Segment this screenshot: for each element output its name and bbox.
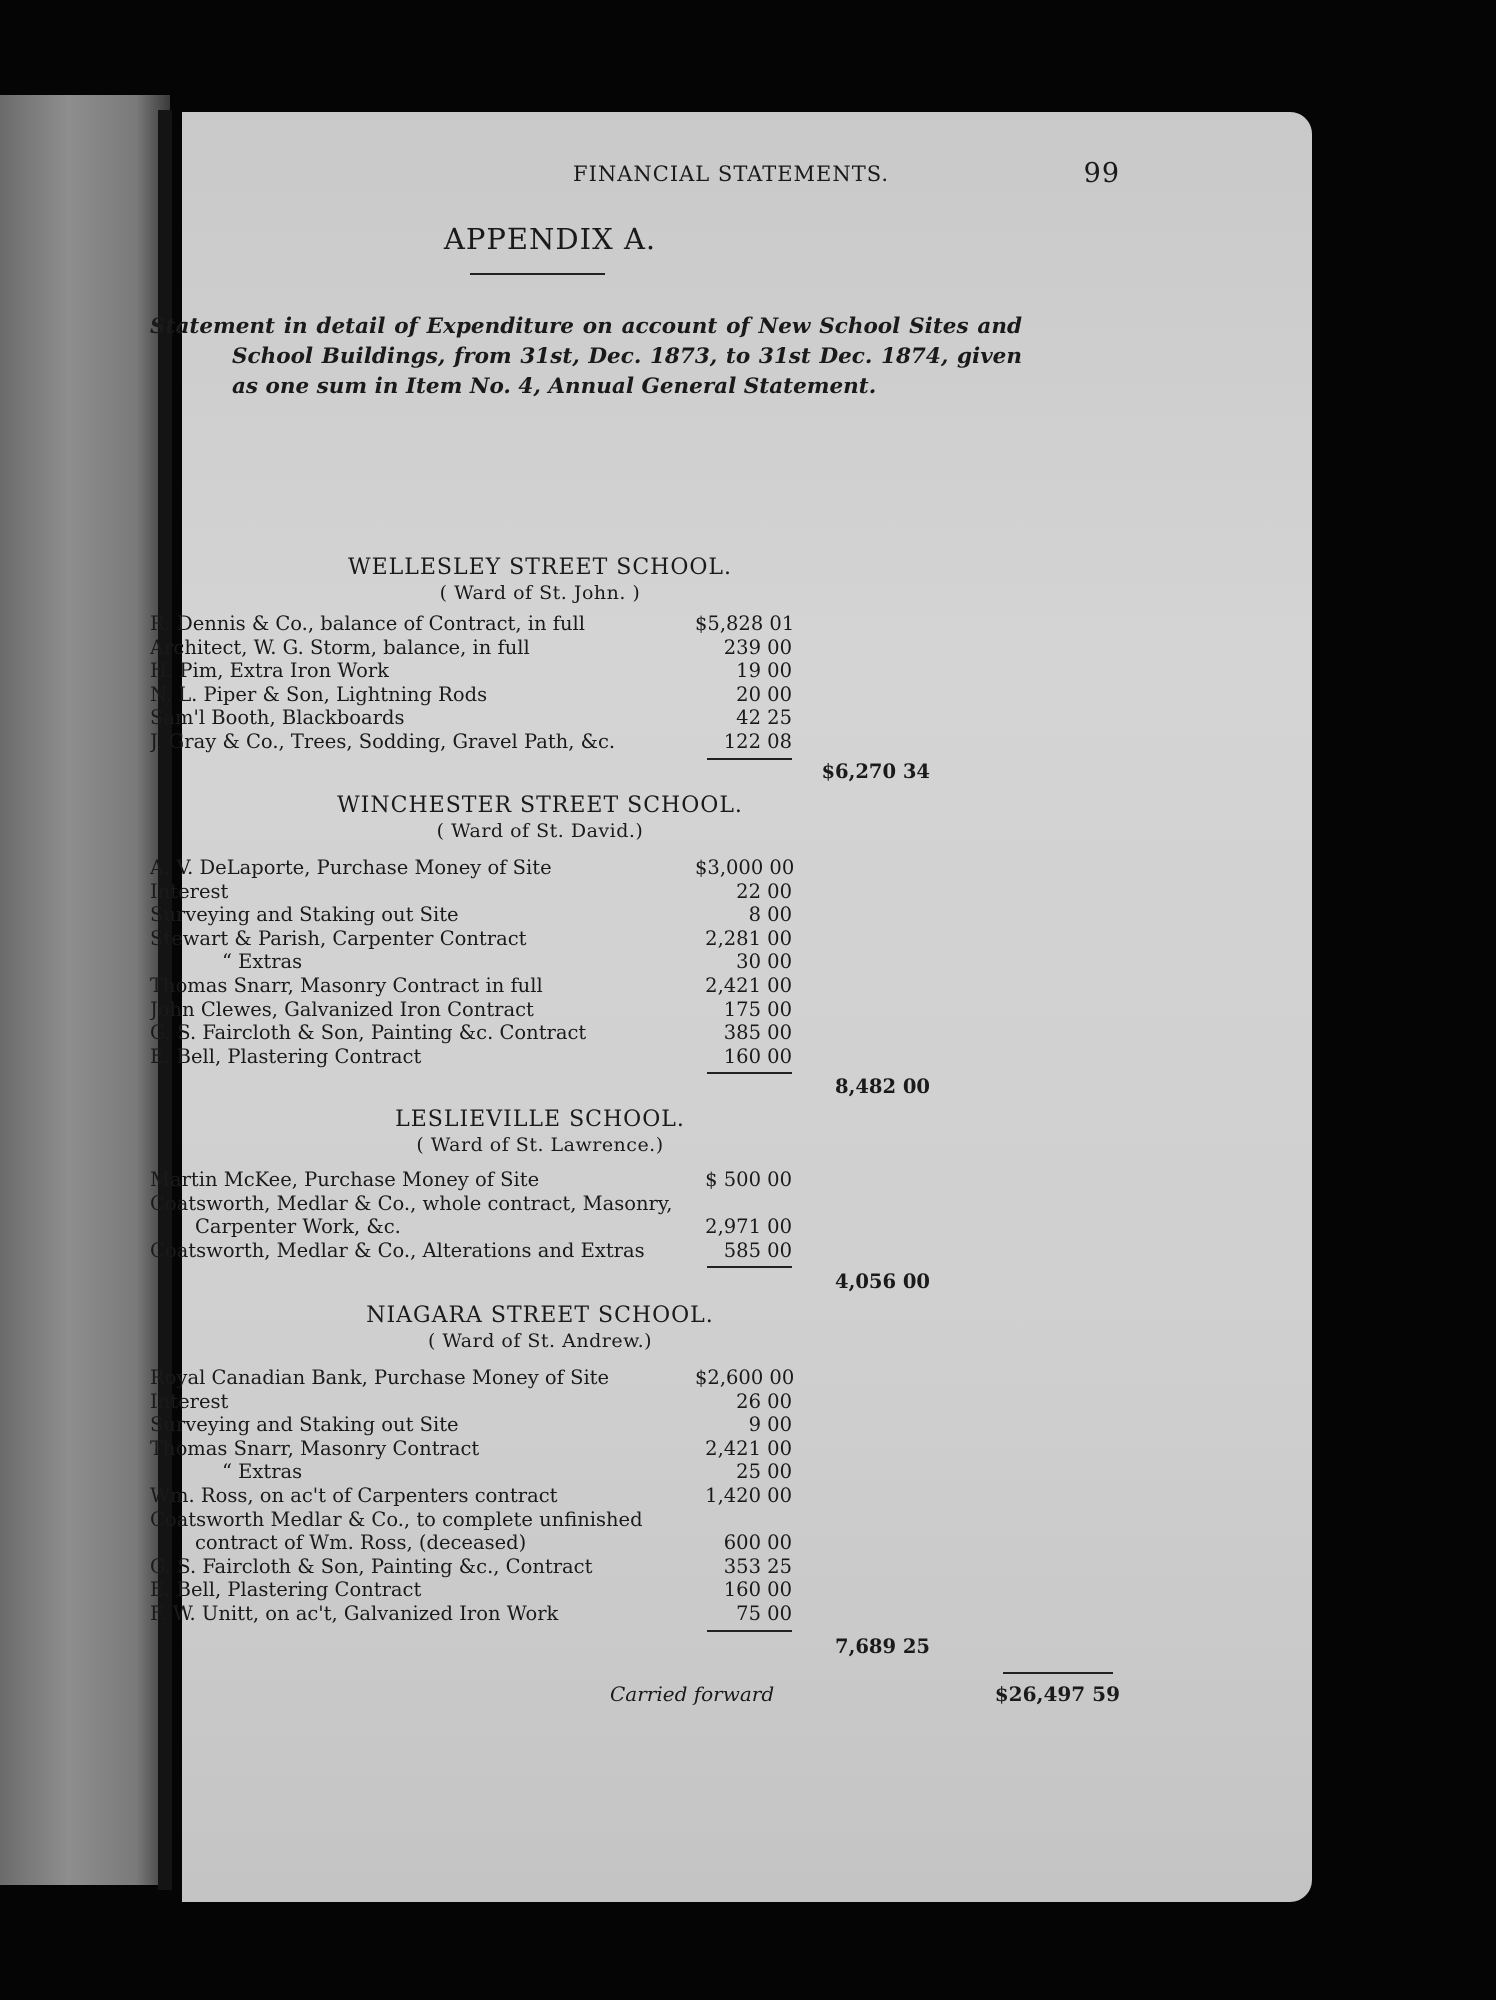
line-item: J. Gray & Co., Trees, Sodding, Gravel Path, &c. 122 08	[150, 729, 792, 753]
section-winchester	[150, 793, 930, 1082]
section-title: WELLESLEY STREET SCHOOL.	[347, 555, 733, 580]
appendix-title: APPENDIX A.	[443, 222, 657, 256]
section-ward: ( Ward of St. John. )	[439, 582, 641, 604]
line-item: R. Dennis & Co., balance of Contract, in full $5,828 01	[150, 612, 795, 635]
grand-total-rule	[1003, 1672, 1113, 1674]
line-item: Thomas Snarr, Masonry Contract 2,421 00	[150, 1436, 792, 1460]
running-head-title: FINANCIAL STATEMENTS.	[573, 162, 890, 186]
section-total: 4,056 00	[835, 1270, 930, 1293]
line-item: Interest 22 00	[150, 879, 792, 903]
section-total: 8,482 00	[835, 1075, 930, 1098]
section-ward: ( Ward of St. Lawrence.)	[416, 1134, 664, 1156]
section-ward: ( Ward of St. David.)	[436, 820, 644, 842]
page-number: 99	[1083, 158, 1120, 189]
line-item: Coatsworth, Medlar & Co., whole contract, Masonry,	[150, 1191, 673, 1215]
section-leslieville	[150, 1107, 930, 1276]
section-title: NIAGARA STREET SCHOOL.	[366, 1303, 714, 1328]
section-total: 7,689 25	[835, 1635, 930, 1658]
section-title: LESLIEVILLE SCHOOL.	[395, 1107, 685, 1132]
line-item: Wm. Ross, on ac't of Carpenters contract 1,420 00	[150, 1483, 792, 1507]
line-item: “ Extras 25 00	[222, 1460, 792, 1484]
section-wellesley	[150, 555, 930, 768]
section-ward: ( Ward of St. Andrew.)	[427, 1330, 653, 1352]
line-item: John Clewes, Galvanized Iron Contract 175 00	[150, 997, 792, 1021]
line-item: E. Bell, Plastering Contract 160 00	[150, 1044, 792, 1068]
line-item: “ Extras 30 00	[222, 950, 792, 974]
line-item: N. L. Piper & Son, Lightning Rods 20 00	[150, 682, 792, 706]
line-item: Martin McKee, Purchase Money of Site $ 500 00	[150, 1168, 792, 1191]
carried-forward	[610, 1682, 1120, 1706]
section-niagara	[150, 1303, 930, 1640]
line-item: Coatsworth Medlar & Co., to complete unfinished	[150, 1507, 643, 1531]
line-item: Surveying and Staking out Site 8 00	[150, 903, 792, 927]
line-item: Thomas Snarr, Masonry Contract in full 2,421 00	[150, 973, 792, 997]
line-item: Stewart & Parish, Carpenter Contract 2,281 00	[150, 926, 792, 950]
line-item: A. V. DeLaporte, Purchase Money of Site $3,000 00	[150, 856, 795, 879]
line-item: G. S. Faircloth & Son, Painting &c., Contract 353 25	[150, 1554, 792, 1578]
line-item: Carpenter Work, &c. 2,971 00	[195, 1215, 792, 1239]
line-item: F. W. Unitt, on ac't, Galvanized Iron Work 75 00	[150, 1601, 792, 1625]
facing-page-edge	[0, 95, 170, 1885]
line-item: Coatsworth, Medlar & Co., Alterations and Extras 585 00	[150, 1238, 792, 1262]
carried-forward-label: Carried forward	[610, 1682, 775, 1706]
line-item: Sam'l Booth, Blackboards 42 25	[150, 706, 792, 730]
section-title: WINCHESTER STREET SCHOOL.	[337, 793, 743, 818]
title-rule	[470, 273, 605, 275]
line-item: Interest 26 00	[150, 1389, 792, 1413]
line-item: E. Bell, Plastering Contract 160 00	[150, 1578, 792, 1602]
section-total: $6,270 34	[821, 760, 930, 783]
carried-forward-amount: $26,497 59	[994, 1682, 1120, 1706]
intro-statement: Statement in detail of Expenditure on account of New School Sites and School Buildings, from 31st, Dec. 1873, to 31st Dec. 1874, given as one sum in Item No. 4, Annual General Statement.	[150, 314, 1022, 399]
line-item: H. Pim, Extra Iron Work 19 00	[150, 659, 792, 683]
line-item: Architect, W. G. Storm, balance, in full 239 00	[150, 635, 792, 659]
line-item: Surveying and Staking out Site 9 00	[150, 1413, 792, 1437]
line-item: contract of Wm. Ross, (deceased) 600 00	[195, 1531, 792, 1555]
line-item: G. S. Faircloth & Son, Painting &c. Contract 385 00	[150, 1021, 792, 1045]
line-item: Royal Canadian Bank, Purchase Money of Site $2,600 00	[150, 1366, 795, 1389]
